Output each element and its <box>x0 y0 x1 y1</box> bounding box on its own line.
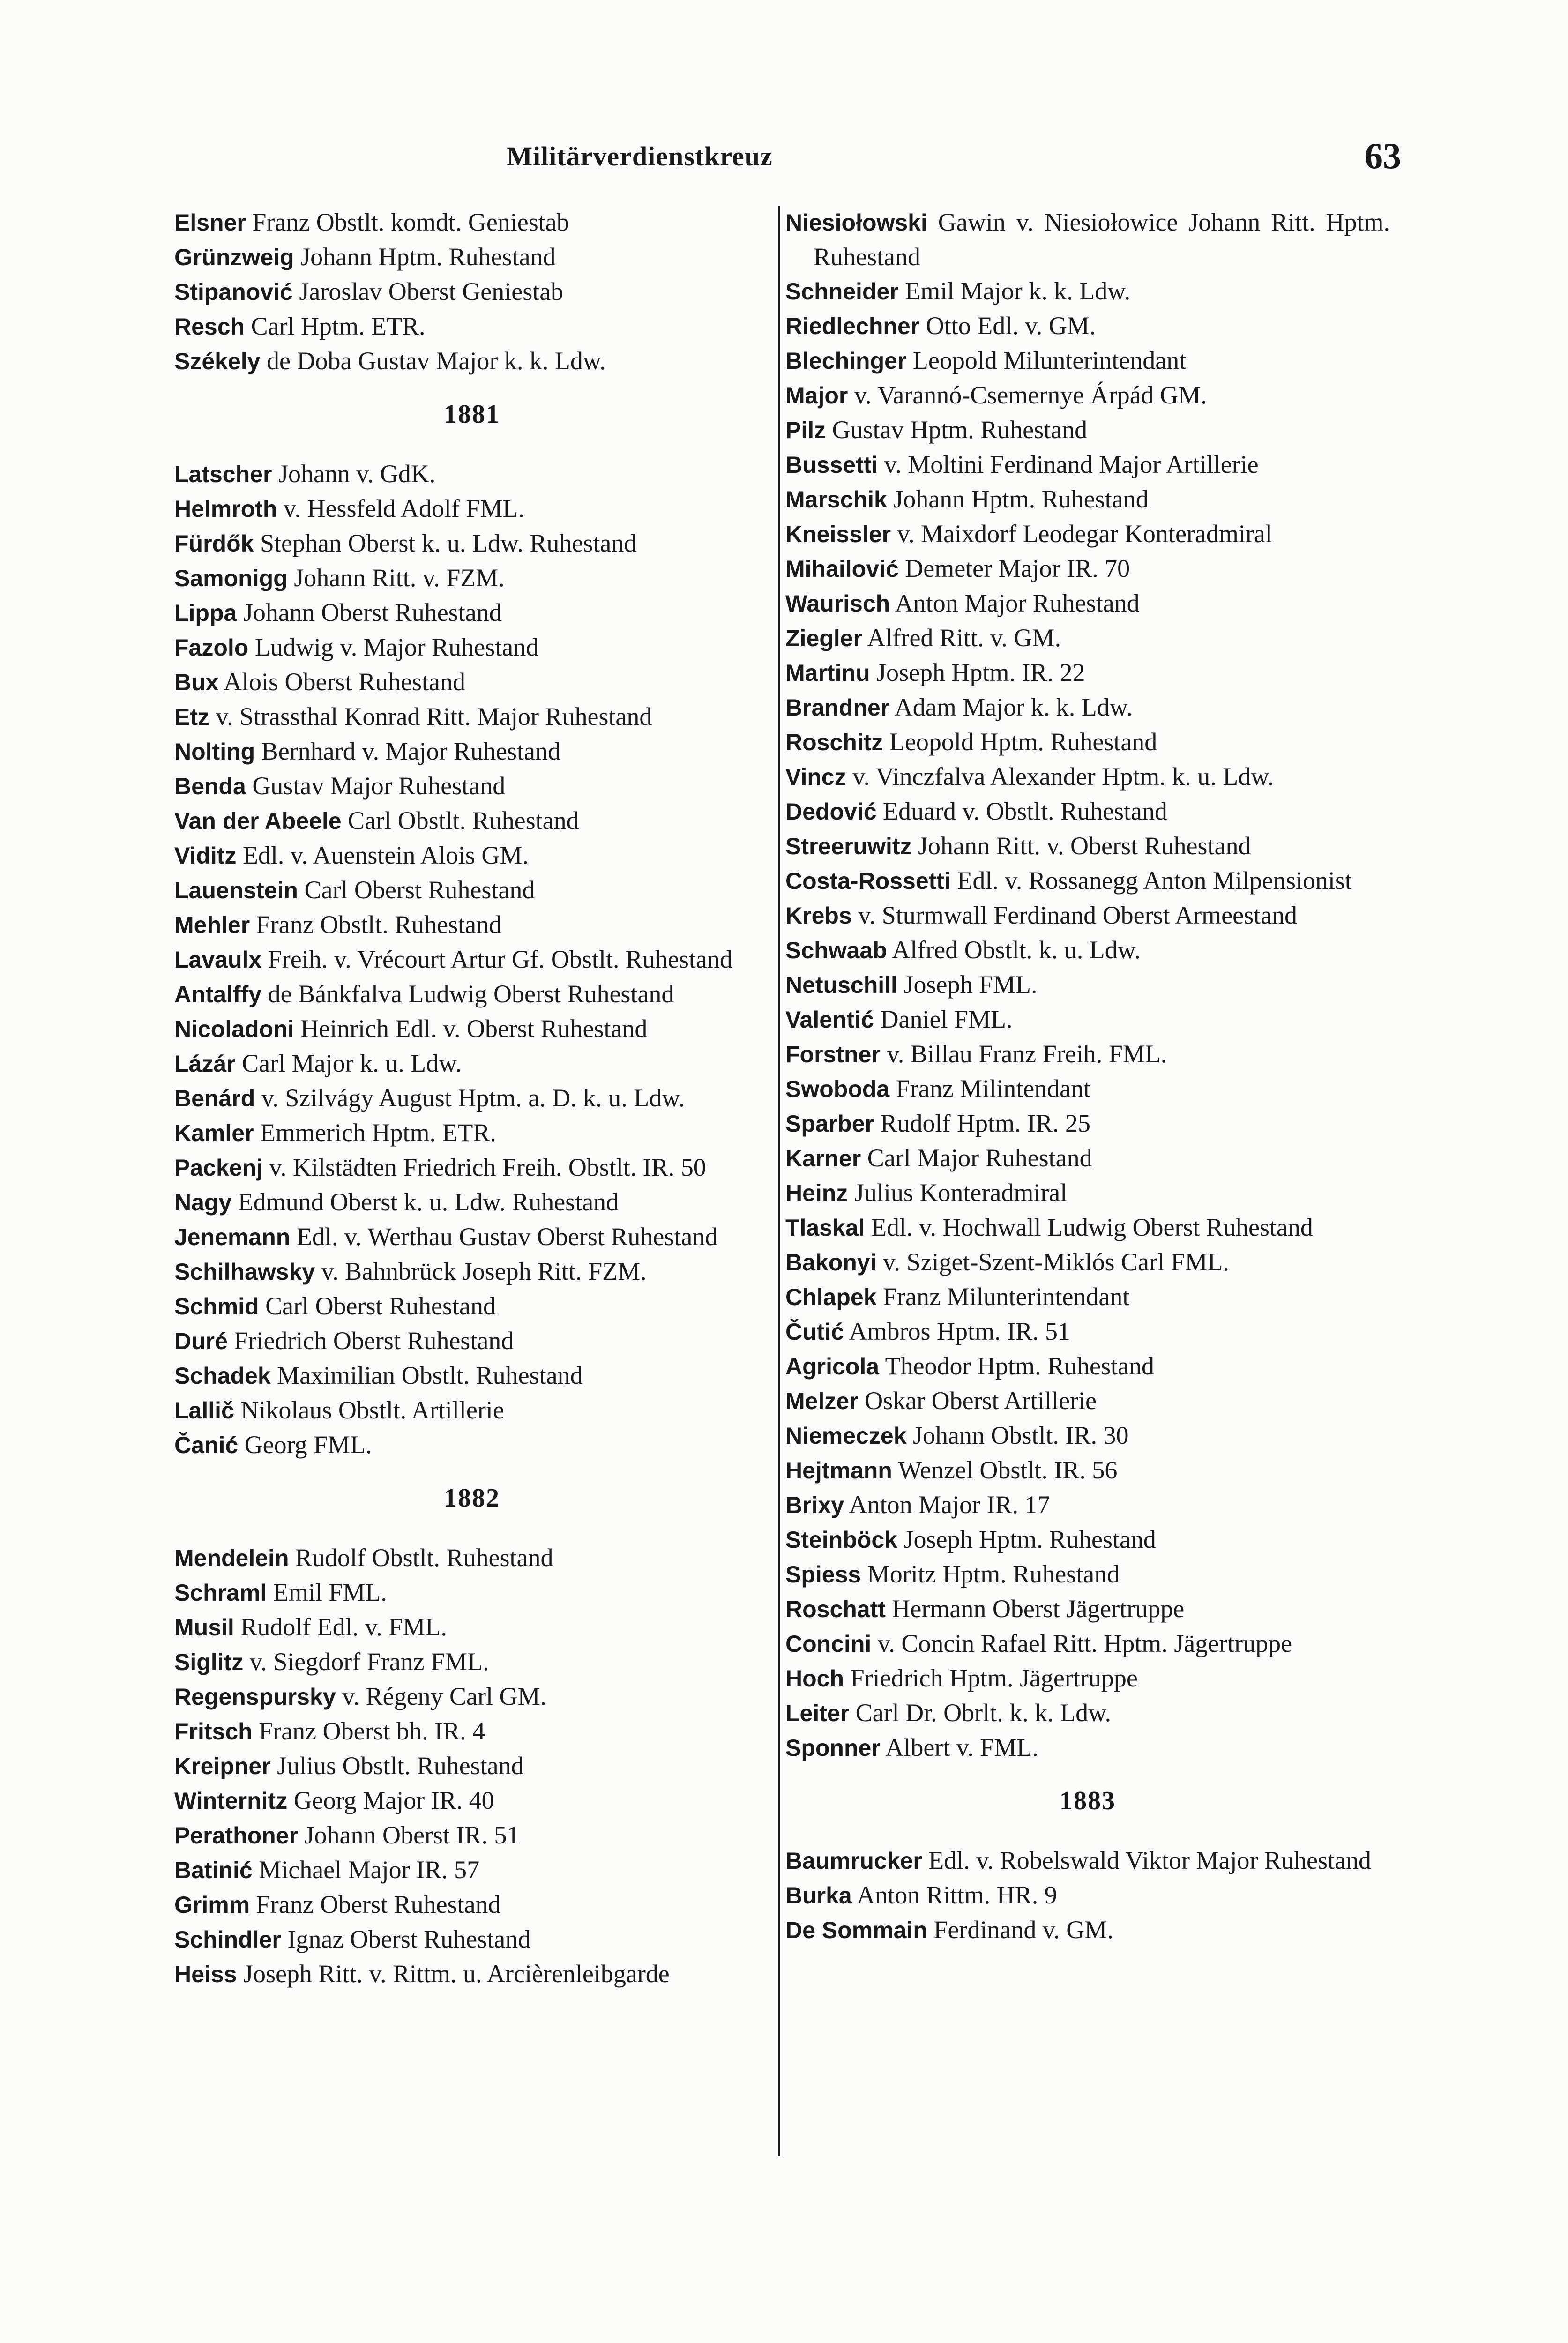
entry-details: Gustav Hptm. Ruhestand <box>832 416 1088 444</box>
list-entry <box>785 1661 1390 1696</box>
entry-details: Edl. v. Robelswald Viktor Major Ruhestand <box>928 1846 1371 1874</box>
entry-surname: Fritsch <box>174 1718 253 1745</box>
entry-details: v. Hessfeld Adolf FML. <box>283 494 524 522</box>
entry-surname: Grimm <box>174 1892 250 1918</box>
entry-details: v. Sziget-Szent-Miklós Carl FML. <box>883 1248 1229 1276</box>
list-entry <box>785 656 1390 690</box>
list-entry <box>174 344 769 379</box>
entry-details: Carl Obstlt. Ruhestand <box>348 806 579 835</box>
entry-surname: Bussetti <box>785 452 878 478</box>
entry-surname: Steinböck <box>785 1527 897 1553</box>
entry-details: v. Concin Rafael Ritt. Hptm. Jägertruppe <box>877 1629 1292 1657</box>
list-entry <box>785 1453 1390 1488</box>
list-entry <box>785 794 1390 829</box>
entry-details: Rudolf Hptm. IR. 25 <box>880 1109 1090 1137</box>
entry-surname: Dedović <box>785 798 877 825</box>
entry-details: Heinrich Edl. v. Oberst Ruhestand <box>300 1015 648 1043</box>
entry-surname: Sparber <box>785 1111 874 1137</box>
entry-surname: Regenspursky <box>174 1684 336 1710</box>
entry-surname: Niesiołowski <box>785 209 927 236</box>
entry-details: Joseph Hptm. IR. 22 <box>876 658 1085 686</box>
entry-details: de Bánkfalva Ludwig Oberst Ruhestand <box>268 980 674 1008</box>
entry-surname: Bux <box>174 669 219 695</box>
entry-surname: Swoboda <box>785 1076 890 1102</box>
entry-surname: Martinu <box>785 660 870 686</box>
list-entry <box>174 977 769 1012</box>
entry-surname: Baumrucker <box>785 1848 922 1874</box>
entry-details: Johann v. GdK. <box>278 460 436 488</box>
list-entry <box>785 343 1390 378</box>
list-entry <box>785 1072 1390 1106</box>
entry-surname: Nicoladoni <box>174 1016 294 1042</box>
entry-surname: Blechinger <box>785 348 907 374</box>
entry-surname: Latscher <box>174 461 272 487</box>
entry-surname: Marschik <box>785 486 887 513</box>
entry-surname: Mehler <box>174 912 250 938</box>
list-entry <box>174 1783 769 1818</box>
list-entry <box>785 621 1390 656</box>
entry-details: v. Bahnbrück Joseph Ritt. FZM. <box>321 1257 647 1285</box>
entry-details: Friedrich Oberst Ruhestand <box>234 1327 514 1355</box>
list-entry <box>174 1575 769 1610</box>
list-entry <box>174 804 769 838</box>
list-entry <box>785 1176 1390 1210</box>
right-column <box>785 205 1390 1948</box>
entry-details: Rudolf Obstlt. Ruhestand <box>295 1544 553 1572</box>
entry-surname: Streeruwitz <box>785 833 912 859</box>
list-entry <box>174 942 769 977</box>
list-entry <box>174 873 769 908</box>
list-entry <box>785 1843 1390 1878</box>
entry-surname: Hoch <box>785 1665 844 1692</box>
list-entry <box>785 274 1390 309</box>
entry-surname: Grünzweig <box>174 244 294 270</box>
entry-surname: Krebs <box>785 903 852 929</box>
entry-surname: Duré <box>174 1328 228 1354</box>
entry-details: Ferdinand v. GM. <box>933 1916 1113 1944</box>
entry-surname: Schadek <box>174 1363 271 1389</box>
entry-surname: Schraml <box>174 1580 267 1606</box>
entry-surname: Niemeczek <box>785 1423 907 1449</box>
entry-surname: Concini <box>785 1631 872 1657</box>
entry-surname: Lavaulx <box>174 947 262 973</box>
list-entry <box>174 1393 769 1428</box>
entry-surname: Perathoner <box>174 1822 298 1849</box>
entry-details: Jaroslav Oberst Geniestab <box>299 277 564 306</box>
list-entry <box>174 1012 769 1046</box>
entry-details: Theodor Hptm. Ruhestand <box>885 1352 1155 1380</box>
entry-details: Carl Major Ruhestand <box>867 1144 1092 1172</box>
entry-surname: Chlapek <box>785 1284 877 1310</box>
list-entry <box>785 482 1390 517</box>
entry-details: v. Strassthal Konrad Ritt. Major Ruhestand <box>216 702 652 731</box>
entry-details: Emil Major k. k. Ldw. <box>905 277 1131 305</box>
entry-details: v. Vinczfalva Alexander Hptm. k. u. Ldw. <box>852 762 1274 791</box>
list-entry <box>785 1696 1390 1731</box>
list-entry <box>174 596 769 630</box>
entry-details: Carl Hptm. ETR. <box>251 312 426 340</box>
entry-details: Franz Milintendant <box>896 1074 1091 1103</box>
entry-details: Maximilian Obstlt. Ruhestand <box>277 1361 583 1389</box>
list-entry <box>785 1245 1390 1280</box>
entry-surname: Kneissler <box>785 521 891 547</box>
list-entry <box>785 517 1390 552</box>
entry-surname: Lázár <box>174 1051 236 1077</box>
list-entry <box>174 205 769 240</box>
entry-surname: Mendelein <box>174 1545 289 1571</box>
list-entry <box>174 240 769 275</box>
list-entry <box>785 1002 1390 1037</box>
entry-details: Edl. v. Auenstein Alois GM. <box>242 841 529 869</box>
list-entry <box>785 1488 1390 1522</box>
list-entry <box>174 1116 769 1150</box>
list-entry <box>174 1922 769 1957</box>
entry-surname: Pilz <box>785 417 826 443</box>
entry-details: Demeter Major IR. 70 <box>905 554 1130 582</box>
entry-details: Julius Konteradmiral <box>854 1179 1068 1207</box>
entry-surname: Čanić <box>174 1432 239 1458</box>
entry-details: Eduard v. Obstlt. Ruhestand <box>883 797 1167 825</box>
entry-surname: Van der Abeele <box>174 808 342 834</box>
entry-surname: Winternitz <box>174 1788 288 1814</box>
list-entry <box>785 205 1390 274</box>
entry-surname: Burka <box>785 1882 852 1909</box>
list-entry <box>174 1081 769 1116</box>
entry-surname: Karner <box>785 1145 861 1172</box>
entry-details: Carl Dr. Obrlt. k. k. Ldw. <box>855 1699 1112 1727</box>
entry-details: v. Sturmwall Ferdinand Oberst Armeestand <box>858 901 1298 929</box>
entry-details: Johann Oberst IR. 51 <box>304 1821 520 1849</box>
entry-details: Edl. v. Hochwall Ludwig Oberst Ruhestand <box>871 1213 1313 1241</box>
list-entry <box>785 1731 1390 1765</box>
list-entry <box>174 1679 769 1714</box>
entry-details: Johann Ritt. v. FZM. <box>294 564 505 592</box>
entry-surname: Ziegler <box>785 625 862 651</box>
list-entry <box>785 760 1390 794</box>
list-entry <box>785 1522 1390 1557</box>
entry-details: Joseph FML. <box>903 970 1038 999</box>
entry-surname: Nolting <box>174 739 255 765</box>
entry-details: v. Moltini Ferdinand Major Artillerie <box>884 450 1259 478</box>
list-entry <box>174 1714 769 1749</box>
entry-surname: Forstner <box>785 1041 881 1067</box>
list-entry <box>785 829 1390 864</box>
entry-details: Alfred Ritt. v. GM. <box>867 624 1061 652</box>
list-entry <box>174 275 769 309</box>
list-entry <box>785 1210 1390 1245</box>
entry-details: Rudolf Edl. v. FML. <box>240 1613 447 1641</box>
entry-surname: Viditz <box>174 843 237 869</box>
entry-surname: Roschitz <box>785 729 883 755</box>
entry-surname: Székely <box>174 348 261 374</box>
entry-details: Adam Major k. k. Ldw. <box>894 693 1133 721</box>
entry-details: v. Varannó-Csemernye Árpád GM. <box>854 381 1207 409</box>
entry-surname: Brandner <box>785 694 890 721</box>
entry-surname: Antalffy <box>174 981 262 1007</box>
entry-surname: Lallič <box>174 1397 234 1424</box>
list-entry <box>174 561 769 596</box>
entry-surname: Jenemann <box>174 1224 291 1250</box>
entry-details: v. Siegdorf Franz FML. <box>249 1648 489 1676</box>
entry-surname: Leiter <box>785 1700 850 1726</box>
entry-surname: Schwaab <box>785 937 887 963</box>
entry-details: v. Billau Franz Freih. FML. <box>887 1040 1167 1068</box>
entry-details: Franz Obstlt. Ruhestand <box>256 910 502 939</box>
entry-surname: Fazolo <box>174 634 249 661</box>
entry-details: Leopold Hptm. Ruhestand <box>889 728 1157 756</box>
entry-details: Oskar Oberst Artillerie <box>865 1387 1097 1415</box>
list-entry <box>785 1141 1390 1176</box>
entry-surname: Etz <box>174 704 209 730</box>
column-divider <box>778 206 780 2156</box>
list-entry <box>174 1957 769 1992</box>
entry-surname: Schilhawsky <box>174 1259 315 1285</box>
list-entry <box>785 1037 1390 1072</box>
list-entry <box>785 1314 1390 1349</box>
entry-details: Moritz Hptm. Ruhestand <box>867 1560 1120 1588</box>
list-entry <box>174 700 769 734</box>
list-entry <box>174 1818 769 1853</box>
entry-surname: Waurisch <box>785 590 890 617</box>
entry-details: Bernhard v. Major Ruhestand <box>261 737 561 765</box>
entry-details: v. Szilvágy August Hptm. a. D. k. u. Ldw. <box>261 1084 685 1112</box>
entry-surname: Lippa <box>174 600 237 626</box>
list-entry <box>174 1289 769 1324</box>
list-entry <box>174 734 769 769</box>
entry-surname: Spiess <box>785 1561 861 1588</box>
list-entry <box>785 1592 1390 1627</box>
entry-surname: Costa-Rossetti <box>785 868 951 894</box>
list-entry <box>785 1349 1390 1384</box>
list-entry <box>785 933 1390 968</box>
entry-details: Franz Obstlt. komdt. Geniestab <box>252 208 569 236</box>
entry-surname: Siglitz <box>174 1649 244 1675</box>
entry-surname: Major <box>785 382 848 409</box>
list-entry <box>174 1888 769 1922</box>
page-number: 63 <box>1365 135 1401 176</box>
entry-details: Johann Ritt. v. Oberst Ruhestand <box>918 832 1251 860</box>
list-entry <box>785 1627 1390 1661</box>
entry-surname: Bakonyi <box>785 1249 877 1276</box>
list-entry <box>785 552 1390 586</box>
entry-details: Franz Oberst Ruhestand <box>256 1890 501 1918</box>
entry-surname: Lauenstein <box>174 877 298 903</box>
entry-details: Albert v. FML. <box>885 1733 1038 1761</box>
entry-surname: Vincz <box>785 764 846 790</box>
entry-surname: Elsner <box>174 209 246 236</box>
entry-surname: Samonigg <box>174 565 288 591</box>
list-entry <box>174 1358 769 1393</box>
entry-details: Stephan Oberst k. u. Ldw. Ruhestand <box>260 529 637 557</box>
entry-surname: Mihailović <box>785 556 899 582</box>
entry-surname: Sponner <box>785 1735 881 1761</box>
list-entry <box>174 630 769 665</box>
entry-details: Johann Hptm. Ruhestand <box>300 243 556 271</box>
list-entry <box>174 1645 769 1679</box>
entry-surname: Benda <box>174 773 246 799</box>
entry-surname: Tlaskal <box>785 1215 865 1241</box>
entry-details: Joseph Ritt. v. Rittm. u. Arcièrenleibgarde <box>243 1960 670 1988</box>
entry-details: Gawin v. Niesiołowice Johann Ritt. Hptm. Ruhestand <box>814 208 1390 271</box>
list-entry <box>785 309 1390 343</box>
entry-details: Carl Oberst Ruhestand <box>304 876 535 904</box>
entry-surname: Stipanović <box>174 279 293 305</box>
entry-details: Johann Hptm. Ruhestand <box>893 485 1149 513</box>
list-entry <box>174 1541 769 1575</box>
list-entry <box>174 1220 769 1254</box>
running-header: Militärverdienstkreuz <box>507 141 773 172</box>
entry-details: de Doba Gustav Major k. k. Ldw. <box>266 347 606 375</box>
entry-surname: Helmroth <box>174 496 277 522</box>
entry-details: Joseph Hptm. Ruhestand <box>903 1525 1156 1553</box>
entry-surname: Brixy <box>785 1492 844 1518</box>
list-entry <box>174 1254 769 1289</box>
entry-surname: Schmid <box>174 1293 259 1320</box>
entry-details: Franz Milunterintendant <box>883 1283 1130 1311</box>
year-heading: 1883 <box>1060 1786 1116 1815</box>
entry-surname: Batinić <box>174 1857 253 1883</box>
entry-details: Georg Major IR. 40 <box>293 1786 494 1814</box>
list-entry <box>174 309 769 344</box>
entry-surname: Melzer <box>785 1388 859 1414</box>
entry-details: Nikolaus Obstlt. Artillerie <box>240 1396 504 1424</box>
entry-details: Friedrich Hptm. Jägertruppe <box>850 1664 1138 1692</box>
list-entry <box>785 1106 1390 1141</box>
entry-surname: Musil <box>174 1614 234 1641</box>
entry-details: Georg FML. <box>244 1431 372 1459</box>
entry-details: Carl Oberst Ruhestand <box>265 1292 496 1320</box>
entry-surname: Benárd <box>174 1085 255 1112</box>
list-entry <box>174 1324 769 1358</box>
list-entry <box>785 448 1390 482</box>
list-entry <box>785 586 1390 621</box>
entry-surname: Netuschill <box>785 972 897 998</box>
entry-details: Gustav Major Ruhestand <box>252 772 506 800</box>
entry-surname: Fürdők <box>174 530 254 557</box>
list-entry <box>785 1384 1390 1418</box>
entry-surname: Kamler <box>174 1120 254 1146</box>
entry-surname: Agricola <box>785 1353 880 1380</box>
list-entry <box>785 968 1390 1002</box>
list-entry <box>785 1557 1390 1592</box>
entry-details: v. Kilstädten Friedrich Freih. Obstlt. IR. 50 <box>269 1153 706 1181</box>
entry-surname: Roschatt <box>785 1596 886 1622</box>
left-column <box>174 205 769 1992</box>
entry-details: Ambros Hptm. IR. 51 <box>849 1317 1071 1345</box>
entry-surname: Resch <box>174 313 245 340</box>
entry-details: Ludwig v. Major Ruhestand <box>254 633 539 661</box>
entry-details: Anton Major Ruhestand <box>895 589 1140 617</box>
entry-surname: Packenj <box>174 1155 263 1181</box>
entry-details: Emmerich Hptm. ETR. <box>260 1119 496 1147</box>
list-entry <box>785 1913 1390 1948</box>
entry-surname: Čutić <box>785 1319 844 1345</box>
entry-details: Wenzel Obstlt. IR. 56 <box>898 1456 1118 1484</box>
list-entry <box>785 378 1390 413</box>
entry-details: Edl. v. Rossanegg Anton Milpensionist <box>957 866 1352 895</box>
entry-details: v. Régeny Carl GM. <box>342 1682 547 1710</box>
entry-surname: Schindler <box>174 1926 281 1953</box>
entry-details: Hermann Oberst Jägertruppe <box>892 1595 1185 1623</box>
entry-details: Otto Edl. v. GM. <box>926 312 1096 340</box>
list-entry <box>174 492 769 526</box>
entry-details: Edmund Oberst k. u. Ldw. Ruhestand <box>238 1188 619 1216</box>
list-entry <box>174 1749 769 1783</box>
list-entry <box>785 1878 1390 1913</box>
year-heading: 1882 <box>444 1484 500 1513</box>
entry-surname: Nagy <box>174 1189 232 1216</box>
entry-details: Carl Major k. u. Ldw. <box>242 1049 462 1077</box>
entry-details: Ignaz Oberst Ruhestand <box>287 1925 531 1953</box>
list-entry <box>174 1428 769 1463</box>
entry-surname: Kreipner <box>174 1753 271 1779</box>
list-entry <box>174 1610 769 1645</box>
list-entry <box>174 526 769 561</box>
entry-surname: Valentić <box>785 1007 874 1033</box>
list-entry <box>785 1418 1390 1453</box>
list-entry <box>174 908 769 942</box>
list-entry <box>174 1185 769 1220</box>
entry-surname: Hejtmann <box>785 1457 892 1484</box>
entry-details: Freih. v. Vrécourt Artur Gf. Obstlt. Ruhestand <box>268 945 732 973</box>
entry-details: Daniel FML. <box>880 1005 1013 1033</box>
entry-details: Emil FML. <box>273 1578 387 1606</box>
entry-surname: De Sommain <box>785 1917 927 1943</box>
list-entry <box>174 1150 769 1185</box>
list-entry <box>785 725 1390 760</box>
list-entry <box>174 769 769 804</box>
entry-details: Alois Oberst Ruhestand <box>224 668 465 696</box>
list-entry <box>785 413 1390 448</box>
entry-details: Johann Oberst Ruhestand <box>243 598 502 627</box>
entry-details: Edl. v. Werthau Gustav Oberst Ruhestand <box>296 1223 718 1251</box>
list-entry <box>174 665 769 700</box>
entry-details: v. Maixdorf Leodegar Konteradmiral <box>897 520 1272 548</box>
entry-details: Michael Major IR. 57 <box>259 1856 480 1884</box>
list-entry <box>174 838 769 873</box>
list-entry <box>785 898 1390 933</box>
year-heading: 1881 <box>444 400 500 429</box>
list-entry <box>785 864 1390 898</box>
list-entry <box>174 457 769 492</box>
entry-details: Leopold Milunterintendant <box>912 346 1187 374</box>
entry-details: Anton Major IR. 17 <box>849 1491 1050 1519</box>
list-entry <box>785 1280 1390 1314</box>
list-entry <box>174 1853 769 1888</box>
list-entry <box>785 690 1390 725</box>
entry-details: Anton Rittm. HR. 9 <box>857 1881 1057 1909</box>
entry-surname: Riedlechner <box>785 313 920 339</box>
entry-surname: Heiss <box>174 1961 237 1987</box>
entry-surname: Heinz <box>785 1180 848 1206</box>
entry-details: Johann Obstlt. IR. 30 <box>913 1421 1129 1449</box>
entry-details: Alfred Obstlt. k. u. Ldw. <box>892 936 1141 964</box>
list-entry <box>174 1046 769 1081</box>
entry-details: Franz Oberst bh. IR. 4 <box>259 1717 485 1745</box>
entry-details: Julius Obstlt. Ruhestand <box>277 1752 524 1780</box>
entry-surname: Schneider <box>785 278 899 305</box>
